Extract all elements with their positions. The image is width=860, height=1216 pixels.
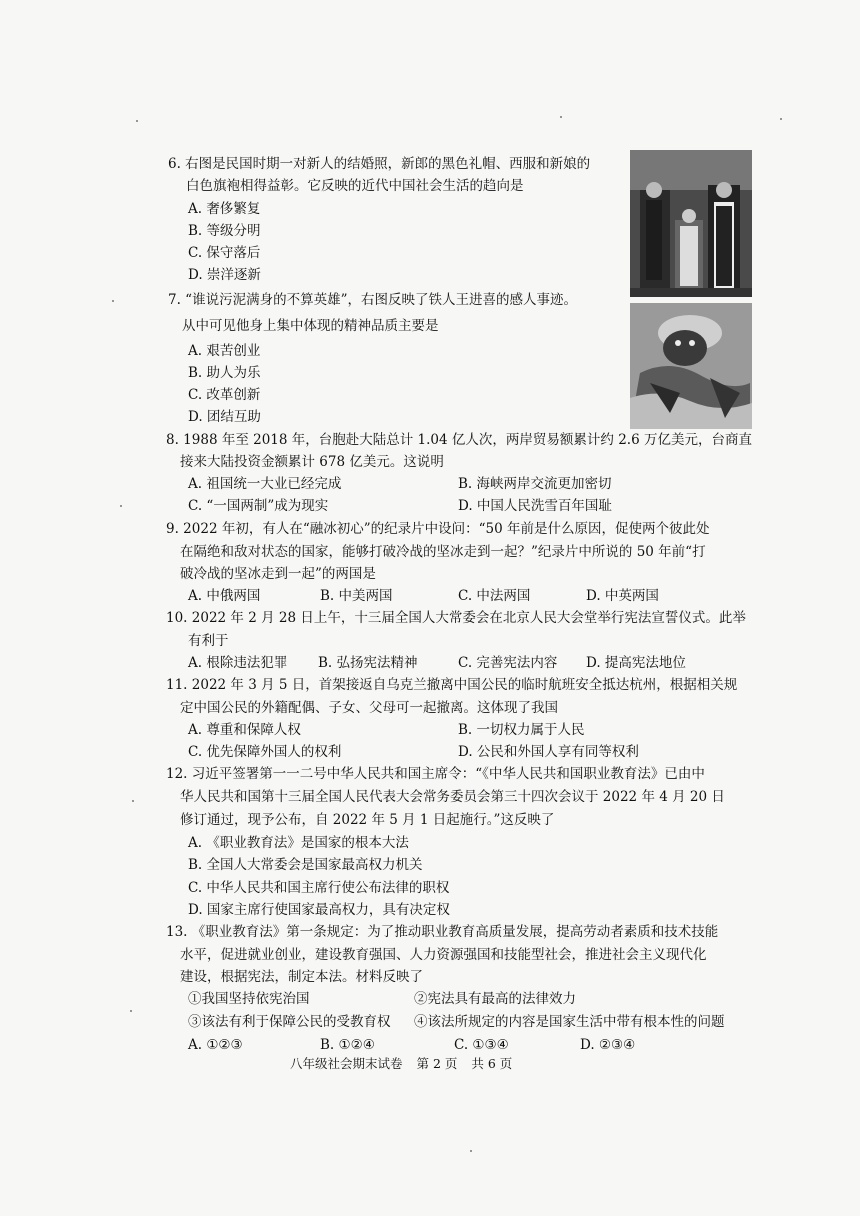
q12-stem-line-3: 修订通过，现予公布，自 2022 年 5 月 1 日起施行。”这反映了 xyxy=(180,812,555,828)
q11-stem-line-1: 11. 2022 年 3 月 5 日，首架接返自乌克兰撤离中国公民的临时航班安全抵达杭州，根据相关规 xyxy=(166,677,738,693)
q8-option-c: C. “一国两制”成为现实 xyxy=(188,498,329,514)
q7-option-b: B. 助人为乐 xyxy=(188,365,261,381)
q11-option-b: B. 一切权力属于人民 xyxy=(458,722,585,738)
q9-option-a: A. 中俄两国 xyxy=(188,588,261,604)
page-footer xyxy=(290,1054,522,1072)
q9-stem-line-1: 9. 2022 年初，有人在“融冰初心”的纪录片中设问：“50 年前是什么原因，促使两个彼此处 xyxy=(166,521,710,537)
q6-option-d: D. 崇洋逐新 xyxy=(188,267,261,283)
q13-statement-3: ③该法有利于保障公民的受教育权 xyxy=(188,1014,391,1030)
q12-option-d: D. 国家主席行使国家最高权力，具有决定权 xyxy=(188,902,450,918)
wedding-photo-image xyxy=(630,150,752,297)
q13-option-c: C. ①③④ xyxy=(454,1037,509,1053)
q13-option-b: B. ①②④ xyxy=(320,1037,375,1053)
q13-statement-2: ②宪法具有最高的法律效力 xyxy=(414,991,576,1007)
q13-stem-line-2: 水平，促进就业创业，建设教育强国、人力资源强国和技能型社会，推进社会主义现代化 xyxy=(180,947,707,963)
q10-option-a: A. 根除违法犯罪 xyxy=(188,655,288,671)
footer-total-pages: 共 6 页 xyxy=(471,1056,513,1071)
scan-speck xyxy=(470,1150,472,1152)
q7-stem-line-2: 从中可见他身上集中体现的精神品质主要是 xyxy=(182,318,439,334)
q10-option-b: B. 弘扬宪法精神 xyxy=(318,655,418,671)
q11-option-d: D. 公民和外国人享有同等权利 xyxy=(458,744,639,760)
q13-statement-1: ①我国坚持依宪治国 xyxy=(188,991,310,1007)
q10-stem-line-2: 有利于 xyxy=(188,633,229,649)
q6-stem-line-1: 6. 右图是民国时期一对新人的结婚照，新郎的黑色礼帽、西服和新娘的 xyxy=(168,156,591,172)
q6-option-a: A. 奢侈繁复 xyxy=(188,201,261,217)
footer-exam-title: 八年级社会期末试卷 xyxy=(290,1056,403,1071)
q13-statement-4: ④该法所规定的内容是国家生活中带有根本性的问题 xyxy=(414,1014,725,1030)
footer-page-number: 第 2 页 xyxy=(416,1056,458,1071)
q8-option-d: D. 中国人民洗雪百年国耻 xyxy=(458,498,612,514)
q6-stem-line-2: 白色旗袍相得益彰。它反映的近代中国社会生活的趋向是 xyxy=(186,178,524,194)
scan-speck xyxy=(120,505,122,507)
q13-stem-line-1: 13. 《职业教育法》第一条规定：为了推动职业教育高质量发展，提高劳动者素质和技术技能 xyxy=(166,924,719,940)
q9-option-b: B. 中美两国 xyxy=(320,588,393,604)
q13-option-d: D. ②③④ xyxy=(580,1037,636,1053)
q8-stem-line-2: 接来大陆投资金额累计 678 亿美元。这说明 xyxy=(180,454,444,470)
scan-speck xyxy=(780,118,782,120)
q12-option-c: C. 中华人民共和国主席行使公布法律的职权 xyxy=(188,880,450,896)
q11-stem-line-2: 定中国公民的外籍配偶、子女、父母可一起撤离。这体现了我国 xyxy=(180,700,558,716)
q8-stem-line-1: 8. 1988 年至 2018 年，台胞赴大陆总计 1.04 亿人次，两岸贸易额累计约 2.6 万亿美元，台商直 xyxy=(166,432,752,448)
q12-option-b: B. 全国人大常委会是国家最高权力机关 xyxy=(188,857,423,873)
q7-option-d: D. 团结互助 xyxy=(188,409,261,425)
q7-option-c: C. 改革创新 xyxy=(188,387,261,403)
q11-option-c: C. 优先保障外国人的权利 xyxy=(188,744,342,760)
scan-speck xyxy=(112,300,114,302)
q13-option-a: A. ①②③ xyxy=(188,1037,243,1053)
wang-jinxi-photo xyxy=(630,303,752,429)
q7-stem-line-1: 7. “谁说污泥满身的不算英雄”，右图反映了铁人王进喜的感人事迹。 xyxy=(168,292,577,308)
q9-option-c: C. 中法两国 xyxy=(458,588,531,604)
q9-stem-line-2: 在隔绝和敌对状态的国家，能够打破冷战的坚冰走到一起？”纪录片中所说的 50 年前“打 xyxy=(180,544,706,560)
wang-jinxi-photo-image xyxy=(630,303,752,429)
q8-option-a: A. 祖国统一大业已经完成 xyxy=(188,476,342,492)
q9-stem-line-3: 破冷战的坚冰走到一起”的两国是 xyxy=(180,566,376,582)
q12-option-a: A. 《职业教育法》是国家的根本大法 xyxy=(188,835,409,851)
q12-stem-line-2: 华人民共和国第十三届全国人民代表大会常务委员会第三十四次会议于 2022 年 4 月 20 日 xyxy=(180,789,725,805)
q11-option-a: A. 尊重和保障人权 xyxy=(188,722,301,738)
q10-option-d: D. 提高宪法地位 xyxy=(586,655,686,671)
scan-speck xyxy=(136,120,138,122)
wedding-photo xyxy=(630,150,752,297)
q12-stem-line-1: 12. 习近平签署第一一二号中华人民共和国主席令：“《中华人民共和国职业教育法》已由中 xyxy=(166,766,705,782)
q10-stem-line-1: 10. 2022 年 2 月 28 日上午，十三届全国人大常委会在北京人民大会堂举行宪法宣誓仪式。此举 xyxy=(166,610,746,626)
q8-option-b: B. 海峡两岸交流更加密切 xyxy=(458,476,612,492)
scan-speck xyxy=(130,1010,132,1012)
scan-speck xyxy=(560,116,562,118)
q13-stem-line-3: 建设，根据宪法，制定本法。材料反映了 xyxy=(180,969,423,985)
scan-speck xyxy=(132,800,134,802)
q6-option-b: B. 等级分明 xyxy=(188,223,261,239)
q7-option-a: A. 艰苦创业 xyxy=(188,343,261,359)
q6-option-c: C. 保守落后 xyxy=(188,245,261,261)
q10-option-c: C. 完善宪法内容 xyxy=(458,655,558,671)
q9-option-d: D. 中英两国 xyxy=(586,588,659,604)
